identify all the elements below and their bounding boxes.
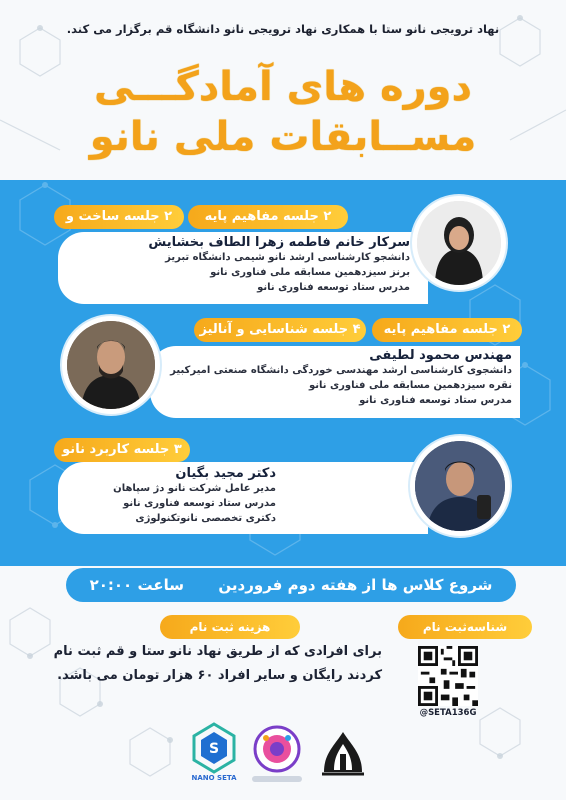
- nano-qom-logo-caption: [252, 776, 302, 782]
- fee-line-2: کردند رایگان و سایر افراد ۶۰ هزار تومان می باشد.: [57, 668, 382, 683]
- university-qom-logo-icon: [318, 724, 368, 778]
- fee-line-1: برای افرادی که از طریق نهاد نانو ستا و قم ثبت نام: [53, 644, 382, 659]
- page-title-line1: دوره های آمادگـــی: [93, 64, 473, 110]
- fee-description: [52, 640, 382, 688]
- registration-title-pill: شناسه‌ثبت نام: [398, 615, 532, 639]
- organizer-line: نهاد ترویجی نانو ستا با همکاری نهاد ترویجی نانو دانشگاه قم برگزار می کند.: [66, 22, 500, 36]
- instructor-detail: دانشجوی کارشناسی ارشد مهندسی خوردگی دانشگاه صنعتی امیرکبیر: [170, 365, 512, 376]
- instructor-detail: مدرس ستاد توسعه فناوری نانو: [123, 498, 276, 509]
- pill-basic-concepts-2: ۲ جلسه مفاهیم پایه: [372, 318, 522, 342]
- instructor-photo-2: [62, 316, 160, 414]
- instructor-card-2: [150, 346, 520, 418]
- instructor-detail: برنز سیزدهمین مسابقه ملی فناوری نانو: [210, 267, 410, 278]
- instructor-detail: دانشجو کارشناسی ارشد نانو شیمی دانشگاه تبریز: [165, 252, 410, 263]
- pill-nano-applications: ۳ جلسه کاربرد نانو: [54, 438, 190, 462]
- nano-qom-logo-icon: [252, 724, 302, 774]
- instructor-detail: مدیر عامل شرکت نانو دژ سپاهان: [113, 483, 276, 494]
- pill-basic-concepts-1: ۲ جلسه مفاهیم پایه: [188, 205, 348, 229]
- qr-code-icon[interactable]: [418, 646, 478, 706]
- instructor-detail: نقره سیزدهمین مسابقه ملی فناوری نانو: [308, 380, 512, 391]
- instructor-card-3: [58, 462, 428, 534]
- instructor-detail: دکتری تخصصی نانوتکنولوژی: [135, 513, 276, 524]
- registration-handle: @SETA136G: [419, 708, 477, 718]
- nano-seta-logo-label: NANO SETA: [191, 774, 237, 782]
- nano-seta-logo-icon: [190, 722, 238, 774]
- svg-text:S: S: [208, 741, 220, 757]
- pill-synthesis: ۲ جلسه ساخت و: [54, 205, 184, 229]
- fee-title-pill: هزینه ثبت نام: [160, 615, 300, 639]
- instructor-name: سرکار خانم فاطمه زهرا الطاف بخشایش: [148, 235, 410, 250]
- schedule-time: ساعت ۲۰:۰۰: [89, 576, 184, 594]
- schedule-start-text: شروع کلاس ها از هفته دوم فروردین: [218, 576, 493, 594]
- instructor-photo-3: [410, 436, 510, 536]
- instructor-detail: مدرس ستاد توسعه فناوری نانو: [359, 395, 512, 406]
- schedule-bar: [66, 568, 516, 602]
- page-title-line2: مســابقات ملی نانو: [89, 114, 477, 160]
- pill-analysis: ۴ جلسه شناسایی و آنالیز: [194, 318, 366, 342]
- instructor-photo-1: [412, 196, 506, 290]
- instructor-card-1: [58, 232, 428, 304]
- instructor-name: مهندس محمود لطیفی: [369, 348, 512, 363]
- instructor-detail: مدرس ستاد توسعه فناوری نانو: [257, 282, 410, 293]
- instructor-name: دکتر مجید بگیان: [175, 466, 276, 481]
